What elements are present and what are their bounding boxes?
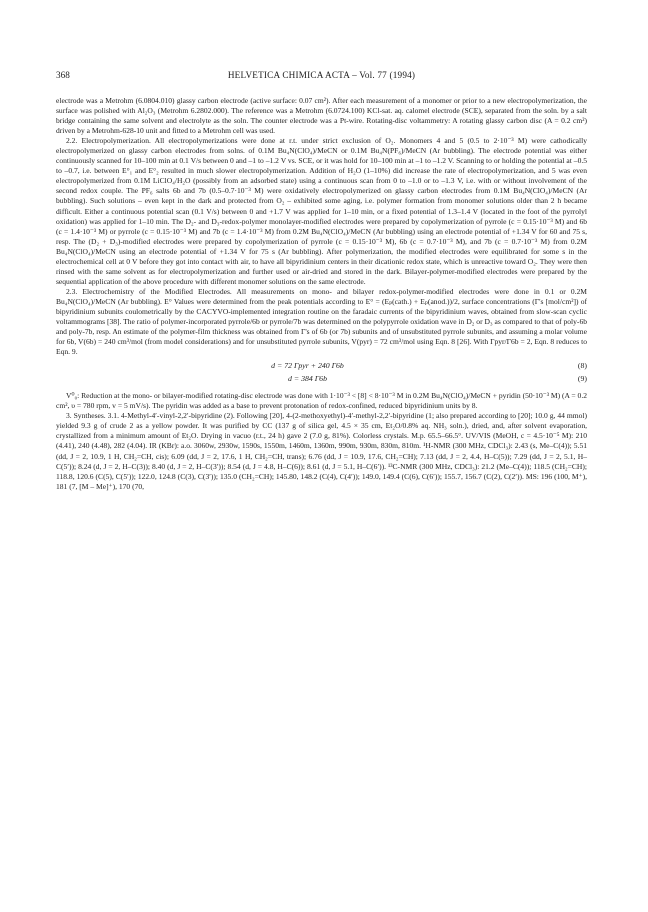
equation-number: (9) <box>577 374 587 384</box>
equation-expression: d = 384 Γ6b <box>288 374 327 384</box>
paragraph-electropolymerization: 2.2. Electropolymerization. All electropolymerizations were done at r.t. under strict exclusion of O₂. Monomers 4 and 5 (0.5 to 2·10⁻³ M) were cathodically electropolymerized on glassy carbon electrodes from solns. of 0.1M Bu₄N(ClO₄)/MeCN or 0.1M Bu₄N(PF₆)/MeCN (Ar bubbling). The electrode potential was either continuously scanned for 10–100 min at 0.1 V/s between 0 and –1 to –1.2 V vs. SCE, or it was hold for 10–100 min at –1 to –1.2 V. Scanning to or holding the potential at –0.5 to –0.7, i.e. between E°₁ and E°₂ resulted in much slower electropolymerization. Addition of H₂O (1–10%) did increase the rate of electropolymerization, and 5 was even electropolymerized from 0.1M LiClO₄/H₂O (possibly from an adsorbed state) using a continuous scan from 0 to –1.0 or to –1.3 V, i.e. with or without involvement of the second redox couple. The PF₆ salts 6b and 7b (0.5–0.7·10⁻³ M) were oxidatively electropolymerized on glassy carbon electrodes from 0.1M Bu₄N(ClO₄)/MeCN (Ar bubbling). Such solutions – even kept in the dark and protected from O₂ – exhibited some aging, i.e. polymer formation from monomer solutions older than 2 h became difficult. Either a continuous potential scan (0.1 V/s) between 0 and +1.7 V was applied for 1–10 min, or a fixed potential of 1.3–1.4 V (located in the foot of the pyrrolyl oxidation) was applied for 1–10 min. The D₂- and D₃-redox-polymer monolayer-modified electrodes were prepared by copolymerization of pyrrole (c = 0.15·10⁻³ M) and 6b (c = 1.4·10⁻³ M) or pyrrole (c = 0.15·10⁻³ M) and 7b (c = 1.4·10⁻³ M) from 0.2M Bu₄N(ClO₄)/MeCN (Ar bubbling) using an electrode potential of +1.34 V for 60 and 75 s, resp. The (D₂ + D₃)-modified electrodes were prepared by copolymerization of pyrrole (c = 0.15·10⁻³ M), 6b (c = 0.7·10⁻³ M), and 7b (c = 0.7·10⁻³ M) from 0.2M Bu₄N(ClO₄)/MeCN using an electrode potential of +1.34 V for 75 s (Ar bubbling). After polymerization, the modified electrodes were equilibrated for some s in the electrochemical cell at 0 V before they got into contact with air, to have all bipyridinium centers in their dicationic redox state, which is unreactive toward O₂. They were then rinsed with the same solvent as for electropolymerization and further used or air-dried and stored in the dark. Bilayer-polymer-modified electrodes were prepared by the sequential application of the above procedure with different monomer solutions on the same electrode. <box>56 136 587 286</box>
equation-8 <box>56 361 587 374</box>
page-number: 368 <box>56 70 70 80</box>
running-header <box>56 70 587 84</box>
paragraph-reduction: V⁰₀: Reduction at the mono- or bilayer-modified rotating-disc electrode was done with 1·10⁻³ < [8] < 8·10⁻³ M in 0.2M Bu₄N(ClO₄)/MeCN + pyridin (50·10⁻³ M) (A = 0.2 cm², υ = 780 rpm, v = 5 mV/s). The pyridin was added as a base to prevent protonation of redox-confined, reduced bipyridinium units by 8. <box>56 391 587 411</box>
equation-9 <box>56 374 587 387</box>
equation-number: (8) <box>577 361 587 371</box>
paragraph-electrode: electrode was a Metrohm (6.0804.010) glassy carbon electrode (active surface: 0.07 cm²). After each measurement of a monomer or prior to a new electropolymerization, the surface was polished with Al₂O₃ (Metrohm 6.2802.000). The reference was a Metrohm (6.0724.100) KCl-sat. aq. calomel electrode (SCE), separated from the soln. by a salt bridge containing the same solvent and electrolyte as the soln. The counter electrode was a Pt-wire. Rotating-disc voltammetry: A rotating glassy carbon disc (A = 0.2 cm²) driven by a Metrohm-628-10 unit and fitted to a Metrohm cell was used. <box>56 96 587 136</box>
journal-title: HELVETICA CHIMICA ACTA – Vol. 77 (1994) <box>227 70 416 80</box>
paragraph-syntheses: 3. Syntheses. 3.1. 4-Methyl-4′-vinyl-2,2′-bipyridine (2). Following [20], 4-(2-methoxyethyl)-4′-methyl-2,2′-bipyridine (1; also prepared according to [20]; 10.0 g, 44 mmol) yielded 9.3 g of crude 2 as a yellow powder. It was purified by CC (137 g of silica gel, 4.5 × 35 cm, Et₂O/0.8% aq. NH₃ soln.), dried, and, after solvent evaporation, crystallized from a minimum amount of Et₂O. Drying in vacuo (r.t., 24 h) gave 2 (7.0 g, 81%). Colorless crystals. M.p. 65.5–66.5°. UV/VIS (MeOH, c = 4.5·10⁻⁵ M): 210 (4.41), 240 (4.48), 282 (4.04). IR (KBr): a.o. 3060w, 2930w, 1590s, 1550m, 1460m, 1360m, 990m, 930m, 830m, 810m. ¹H-NMR (300 MHz, CDCl₃): 2.43 (s, Me–C(4)); 5.51 (dd, J = 2, 10.9, 1 H, CH₂=CH, cis); 6.09 (dd, J = 2, 17.6, 1 H, CH₂=CH, trans); 6.76 (dd, J = 10.9, 17.6, CH₂=CH); 7.13 (dd, J = 2, 4.4, H–C(5)); 7.29 (dd, J = 2, 5.1, H–C(5′)); 8.24 (d, J = 2, H–C(3)); 8.40 (d, J = 2, H–C(3′)); 8.54 (d, J = 4.8, H–C(6)); 8.61 (d, J = 5.1, H–C(6′)). ¹³C-NMR (300 MHz, CDCl₃): 21.2 (Me–C(4)); 118.5 (CH₂=CH); 118.8, 120.6 (C(5), C(5′)); 122.0, 124.8 (C(3), C(3′)); 135.0 (CH₂=CH); 145.80, 148.2 (C(4), C(4′)); 149.0, 149.4 (C(6), C(6′)); 155.7, 156.7 (C(2), C(2′)). MS: 196 (100, M⁺), 181 (7, [M – Me]⁺), 170 (70, <box>56 411 587 491</box>
body-text <box>56 96 587 492</box>
paragraph-electrochemistry: 2.3. Electrochemistry of the Modified Electrodes. All measurements on mono- and bilayer redox-polymer-modified electrodes were done in 0.1 or 0.2M Bu₄N(ClO₄)/MeCN (Ar bubbling). E° Values were determined from the peak potentials according to E° = (Eₚ(cath.) + Eₚ(anod.))/2, surface concentrations (Γ's [mol/cm²]) of bipyridinium subunits coulometrically by the CACYVO-implemented integration routine on the faradaic currents of the bipyridinium waves, obtained from slow-scan cyclic voltammograms [38]. The ratio of polymer-incorporated pyrrole/6b or pyrrole/7b was determined on the polypyrrole oxidation wave in D₂ or D₃ as compared to that of poly-6b and poly-7b, resp. An estimate of the polymer-film thickness was obtained from Γ's of 6b (or 7b) subunits and of unsubstituted pyrrole subunits, and assuming a molar volume for 6b, V(6b) = 240 cm³/mol (from model considerations) and for unsubstituted pyrrole subunits, V(pyr) = 72 cm³/mol using Eqn. 8 [26]. With Γpyr/Γ6b = 2, Eqn. 8 reduces to Eqn. 9. <box>56 286 587 357</box>
page <box>56 70 587 492</box>
equation-expression: d = 72 Γpyr + 240 Γ6b <box>271 361 344 371</box>
